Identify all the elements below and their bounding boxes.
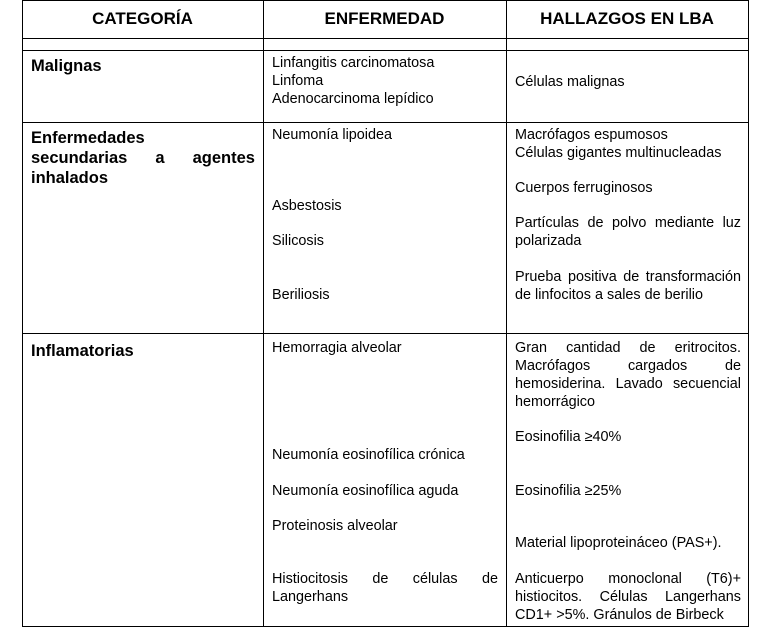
category-enfermedades-line-3: inhalados (31, 169, 109, 187)
disease-histiocitosis: Histiocitosis de células de Langerhans (272, 571, 498, 605)
finding-eosinofilia-25: Eosinofilia ≥25% (515, 483, 622, 499)
disease-proteinosis-alveolar: Proteinosis alveolar (272, 518, 398, 534)
finding-macrofagos-espumosos: Macrófagos espumosos (515, 127, 668, 143)
disease-adenocarcinoma: Adenocarcinoma lepídico (272, 91, 434, 107)
header-findings: HALLAZGOS EN LBA (540, 9, 714, 28)
disease-neumonia-eosinofilica-aguda: Neumonía eosinofílica aguda (272, 483, 459, 499)
table-border-left (22, 0, 23, 627)
category-malignas: Malignas (31, 57, 102, 75)
disease-linfangitis: Linfangitis carcinomatosa (272, 55, 435, 71)
spacer-row-divider (22, 50, 749, 51)
disease-hemorragia-alveolar: Hemorragia alveolar (272, 340, 402, 356)
finding-cuerpos-ferruginosos: Cuerpos ferruginosos (515, 180, 653, 196)
finding-eosinofilia-40: Eosinofilia ≥40% (515, 429, 622, 445)
disease-neumonia-lipoidea: Neumonía lipoidea (272, 127, 393, 143)
disease-beriliosis: Beriliosis (272, 287, 330, 303)
category-enfermedades-line-1: Enfermedades (31, 129, 145, 147)
row-divider-1 (22, 122, 749, 123)
finding-particulas-polvo: Partículas de polvo mediante luz polarizada (515, 215, 741, 249)
finding-material-lipoproteinaceo: Material lipoproteináceo (PAS+). (515, 535, 722, 551)
table-border-bottom (22, 626, 749, 627)
finding-anticuerpo-monoclonal: Anticuerpo monoclonal (T6)+ histiocitos. Células Langerhans CD1+ >5%. Gránulos de Birbeck (515, 571, 741, 623)
header-disease: ENFERMEDAD (324, 9, 445, 28)
table-border-top (22, 0, 749, 1)
row-divider-2 (22, 333, 749, 334)
disease-linfoma: Linfoma (272, 73, 324, 89)
category-enfermedades-line-2: secundarias a agentes (31, 149, 255, 167)
disease-neumonia-eosinofilica-cronica: Neumonía eosinofílica crónica (272, 447, 465, 463)
finding-celulas-malignas: Células malignas (515, 74, 625, 90)
column-divider-1 (263, 0, 264, 627)
header-category: CATEGORÍA (92, 9, 193, 28)
header-divider (22, 38, 749, 39)
disease-asbestosis: Asbestosis (272, 198, 342, 214)
category-inflamatorias: Inflamatorias (31, 342, 134, 360)
finding-prueba-berilio: Prueba positiva de transformación de linfocitos a sales de berilio (515, 269, 741, 303)
column-divider-2 (506, 0, 507, 627)
disease-silicosis: Silicosis (272, 233, 324, 249)
finding-celulas-gigantes: Células gigantes multinucleadas (515, 145, 722, 161)
table-border-right (748, 0, 749, 627)
finding-hemorragia: Gran cantidad de eritrocitos. Macrófagos cargados de hemosiderina. Lavado secuencial hemorrágico (515, 340, 741, 410)
